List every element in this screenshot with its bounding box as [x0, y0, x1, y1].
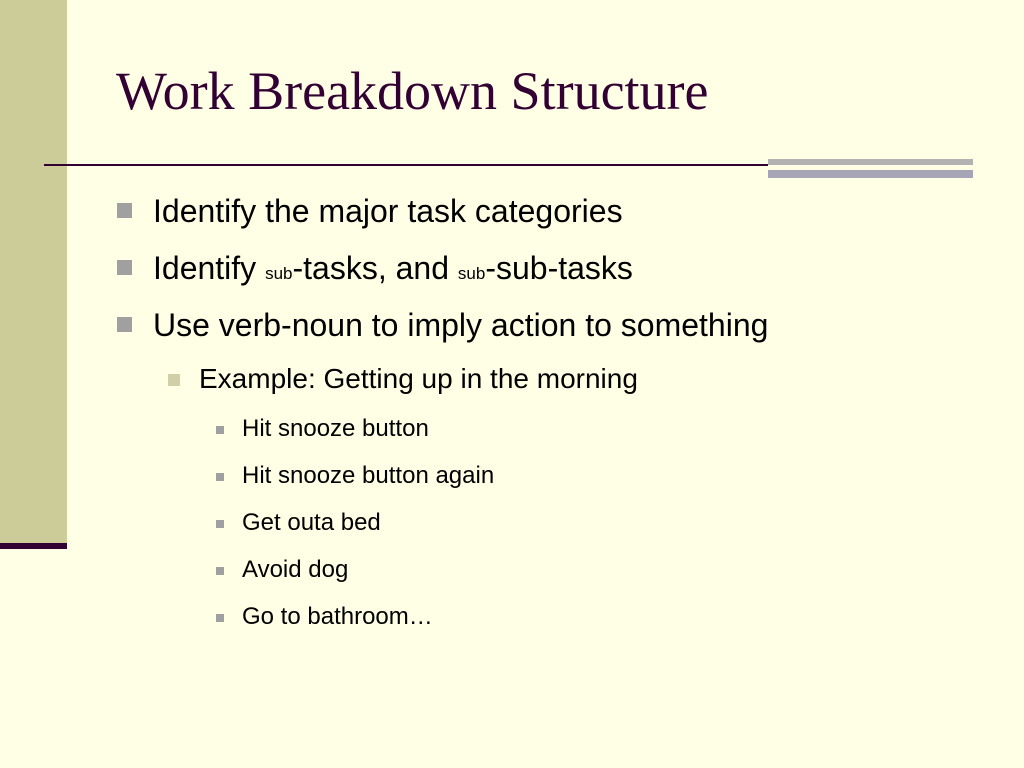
- slide-title: Work Breakdown Structure: [116, 61, 709, 121]
- square-bullet-icon: [168, 374, 180, 386]
- bullet-text: Use verb-noun to imply action to something: [153, 307, 769, 343]
- bullet-text: Example: Getting up in the morning: [199, 363, 638, 394]
- bullet-text: Identify the major task categories: [153, 193, 623, 229]
- decorative-accent-bars: [768, 159, 973, 179]
- square-bullet-icon: [117, 317, 132, 332]
- bullet-item-level3: [216, 417, 429, 441]
- text-segment-small: sub: [457, 264, 486, 283]
- bullet-text: Avoid dog: [242, 556, 349, 583]
- text-segment-small: sub: [265, 264, 293, 283]
- square-bullet-icon: [117, 203, 132, 218]
- decorative-side-bar: [0, 0, 67, 545]
- bullet-item-level3: [216, 511, 381, 535]
- text-segment: Identify: [153, 250, 266, 286]
- title-divider: [44, 164, 768, 166]
- text-segment: -sub: [485, 250, 548, 286]
- decorative-side-bar-underline: [0, 543, 67, 549]
- text-segment: -tasks: [547, 250, 633, 286]
- square-bullet-icon: [216, 614, 224, 622]
- bullet-text: Get outa bed: [242, 509, 381, 536]
- bullet-text: Hit snooze button: [242, 415, 429, 442]
- bullet-text: [153, 250, 633, 286]
- bullet-item-level3: [216, 558, 348, 582]
- square-bullet-icon: [216, 426, 224, 434]
- bullet-item-level1: [117, 252, 633, 284]
- accent-bar-bottom: [768, 170, 973, 178]
- bullet-text: Hit snooze button again: [242, 462, 495, 489]
- square-bullet-icon: [216, 473, 224, 481]
- bullet-item-level2: [168, 365, 638, 393]
- square-bullet-icon: [216, 520, 224, 528]
- bullet-item-level1: [117, 195, 623, 227]
- bullet-text: Go to bathroom…: [242, 603, 433, 630]
- bullet-item-level1: [117, 309, 768, 341]
- text-segment: -tasks, and: [292, 250, 458, 286]
- square-bullet-icon: [117, 260, 132, 275]
- bullet-item-level3: [216, 464, 494, 488]
- square-bullet-icon: [216, 567, 224, 575]
- bullet-item-level3: [216, 605, 433, 629]
- accent-bar-top: [768, 159, 973, 165]
